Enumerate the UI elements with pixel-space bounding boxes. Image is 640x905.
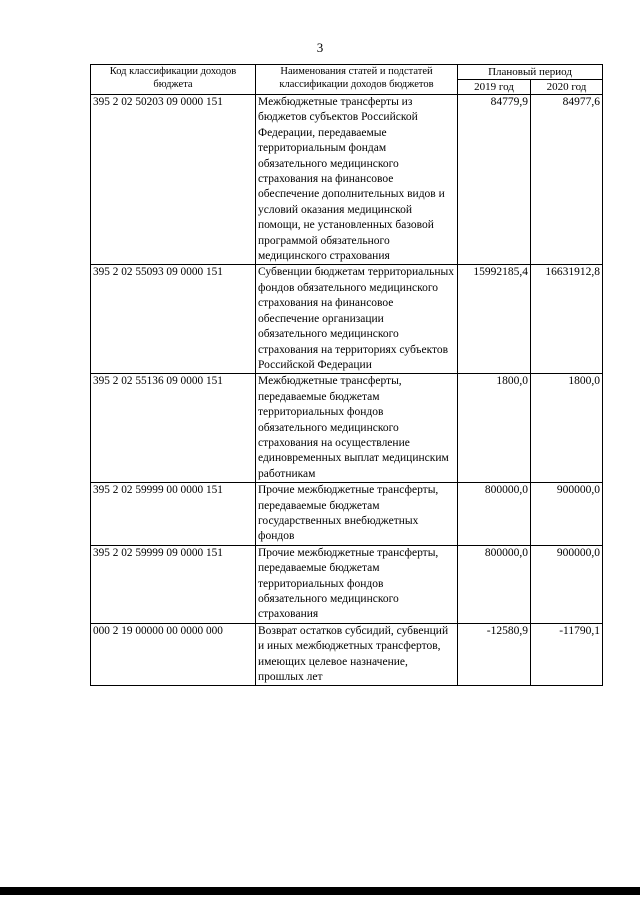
table-row <box>91 545 603 623</box>
year-2020-header: 2020 год <box>531 80 603 95</box>
table-row <box>91 265 603 374</box>
row-2019-value: -12580,9 <box>458 623 531 686</box>
table-row <box>91 623 603 686</box>
row-code: 395 2 02 59999 00 0000 151 <box>91 483 256 546</box>
row-2020-value: 84977,6 <box>531 95 603 265</box>
row-2020-value: 900000,0 <box>531 483 603 546</box>
table-header-row <box>91 65 603 80</box>
row-name: Межбюджетные трансферты, передаваемые бюджетам территориальных фондов обязательного медицинского страхования на осуществление единовременных выплат медицинским работникам <box>256 374 458 483</box>
row-2019-value: 800000,0 <box>458 483 531 546</box>
row-code: 000 2 19 00000 00 0000 000 <box>91 623 256 686</box>
row-2020-value: 900000,0 <box>531 545 603 623</box>
period-column-header: Плановый период <box>458 65 603 80</box>
row-2019-value: 1800,0 <box>458 374 531 483</box>
row-2019-value: 84779,9 <box>458 95 531 265</box>
table-row <box>91 483 603 546</box>
row-2019-value: 800000,0 <box>458 545 531 623</box>
table-row <box>91 374 603 483</box>
row-name: Возврат остатков субсидий, субвенций и иных межбюджетных трансфертов, имеющих целевое назначение, прошлых лет <box>256 623 458 686</box>
row-code: 395 2 02 59999 09 0000 151 <box>91 545 256 623</box>
row-name: Межбюджетные трансферты из бюджетов субъектов Российской Федерации, передаваемые территориальным фондам обязательного медицинского страхования на финансовое обеспечение дополнительных видов и условий оказания медицинской помощи, не установленных базовой программой обязательного медицинского страхования <box>256 95 458 265</box>
code-column-header: Код классификации доходов бюджета <box>91 65 256 95</box>
row-name: Прочие межбюджетные трансферты, передаваемые бюджетам государственных внебюджетных фондов <box>256 483 458 546</box>
year-2019-header: 2019 год <box>458 80 531 95</box>
row-2020-value: 16631912,8 <box>531 265 603 374</box>
row-name: Субвенции бюджетам территориальных фондов обязательного медицинского страхования на финансовое обеспечение организации обязательного медицинского страхования на территориях субъектов Российской Федерации <box>256 265 458 374</box>
page-number: 3 <box>316 40 324 55</box>
table-row <box>91 95 603 265</box>
row-2019-value: 15992185,4 <box>458 265 531 374</box>
row-2020-value: -11790,1 <box>531 623 603 686</box>
row-2020-value: 1800,0 <box>531 374 603 483</box>
name-column-header: Наименования статей и подстатей классификации доходов бюджетов <box>256 65 458 95</box>
budget-table <box>90 64 603 686</box>
row-code: 395 2 02 55093 09 0000 151 <box>91 265 256 374</box>
row-code: 395 2 02 55136 09 0000 151 <box>91 374 256 483</box>
row-name: Прочие межбюджетные трансферты, передаваемые бюджетам территориальных фондов обязательного медицинского страхования <box>256 545 458 623</box>
row-code: 395 2 02 50203 09 0000 151 <box>91 95 256 265</box>
scan-edge-bar <box>0 887 640 895</box>
